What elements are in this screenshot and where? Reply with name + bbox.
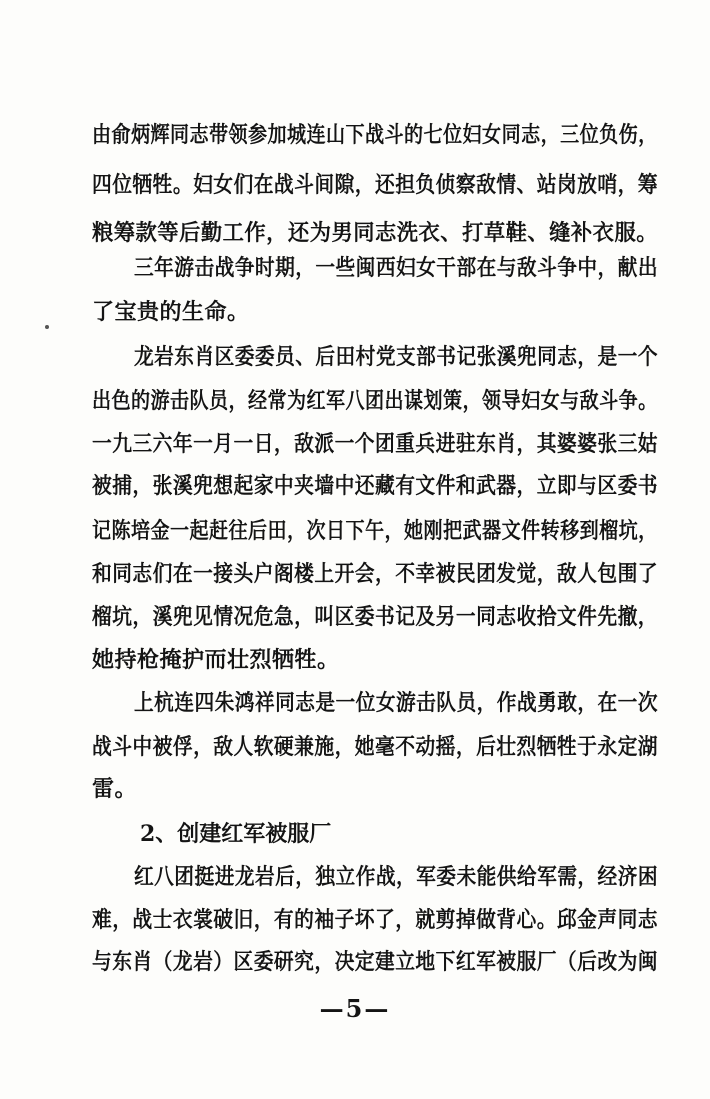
text-line: 龙岩东肖区委委员、后田村党支部书记张溪兜同志，是一个 (134, 344, 658, 370)
text-line: 由俞炳辉同志带领参加城连山下战斗的七位妇女同志，三位负伤， (92, 122, 658, 148)
text-line: 粮筹款等后勤工作，还为男同志洗衣、打草鞋、缝补衣服。 (92, 220, 659, 246)
scan-speck (45, 325, 49, 329)
text-line: 上杭连四朱鸿祥同志是一位女游击队员，作战勇敢，在一次 (134, 690, 658, 716)
text-line: 榴坑，溪兜见情况危急，叫区委书记及另一同志收拾文件先撤， (92, 604, 659, 630)
section-heading: 2、创建红军被服厂 (140, 821, 332, 847)
text-line: 被捕，张溪兜想起家中夹墙中还藏有文件和武器，立即与区委书 (92, 473, 659, 499)
text-line: 红八团挺进龙岩后，独立作战，军委未能供给军需，经济困 (134, 864, 658, 890)
text-line: 战斗中被俘，敌人软硬兼施，她毫不动摇，后壮烈牺牲于永定湖 (92, 734, 659, 760)
text-line: 与东肖（龙岩）区委研究，决定建立地下红军被服厂（后改为闽 (92, 949, 659, 975)
text-line: 一九三六年一月一日，敌派一个团重兵进驻东肖，其婆婆张三姑 (92, 431, 659, 457)
text-line: 她持枪掩护而壮烈牺牲。 (92, 647, 340, 673)
text-line: 出色的游击队员，经常为红军八团出谋划策，领导妇女与敌斗争。 (92, 388, 658, 414)
text-line: 了宝贵的生命。 (92, 299, 250, 325)
page-number: —5— (319, 994, 391, 1023)
text-line: 记陈培金一起赶往后田，次日下午，她刚把武器文件转移到榴坑， (92, 518, 658, 544)
text-line: 雷。 (92, 776, 138, 802)
text-line: 难，战士衣裳破旧，有的袖子坏了，就剪掉做背心。邱金声同志 (92, 907, 659, 933)
text-line: 四位牺牲。妇女们在战斗间隙，还担负侦察敌情、站岗放哨，筹 (92, 172, 659, 198)
text-line: 和同志们在一接头户阁楼上开会，不幸被民团发觉，敌人包围了 (92, 561, 659, 587)
text-line: 三年游击战争时期，一些闽西妇女干部在与敌斗争中，献出 (134, 255, 658, 281)
